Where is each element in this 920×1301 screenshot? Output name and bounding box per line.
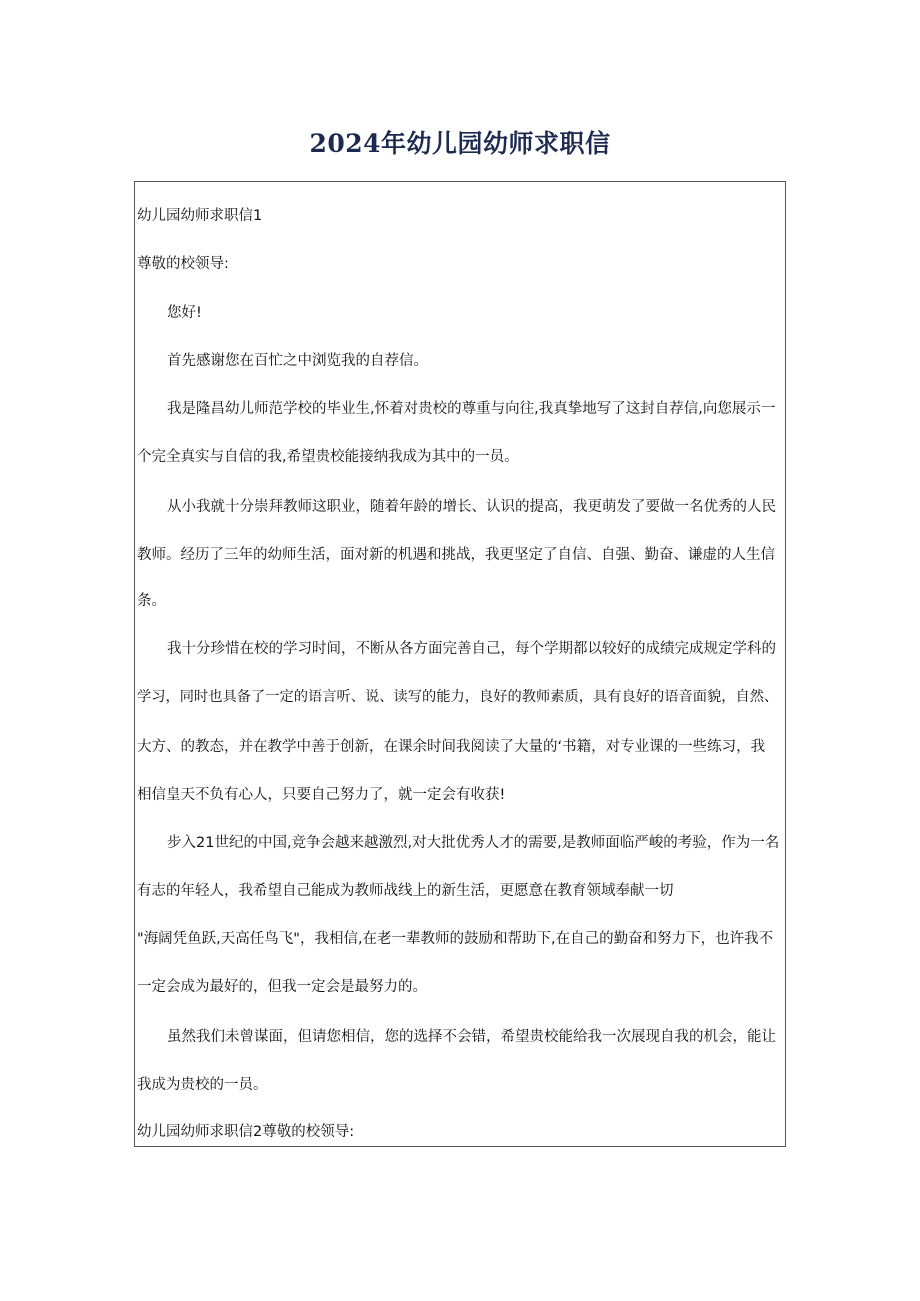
paragraph-line: 从小我就十分崇拜教师这职业，随着年龄的增长、认识的提高，我更萌发了要做一名优秀的人民 [167,499,776,515]
greeting: 您好! [167,305,202,321]
paragraph-line: 我成为贵校的一员。 [137,1077,268,1093]
letter-heading-2: 幼儿园幼师求职信2尊敬的校领导: [137,1124,355,1140]
paragraph-line: 步入21世纪的中国,竞争会越来越激烈,对大批优秀人才的需要,是教师面临严峻的考验，作为一名 [167,835,780,851]
paragraph-line: 我十分珍惜在校的学习时间，不断从各方面完善自己，每个学期都以较好的成绩完成规定学科的 [167,641,776,657]
paragraph-line: 教师。经历了三年的幼师生活，面对新的机遇和挑战，我更坚定了自信、自强、勤奋、谦虚的人生信 [137,547,775,563]
paragraph-line: 相信皇天不负有心人，只要自己努力了，就一定会有收获! [137,787,506,803]
paragraph-line: 学习，同时也具备了一定的语言听、说、读写的能力，良好的教师素质，具有良好的语音面貌，自然、 [137,689,779,705]
paragraph-line: 我是隆昌幼儿师范学校的毕业生,怀着对贵校的尊重与向往,我真挚地写了这封自荐信,向您展示一 [167,401,776,417]
salutation: 尊敬的校领导: [137,256,229,272]
paragraph-line: 个完全真实与自信的我,希望贵校能接纳我成为其中的一员。 [137,449,519,465]
paragraph-line: 有志的年轻人，我希望自己能成为教师战线上的新生活，更愿意在教育领域奉献一切 [137,883,674,899]
paragraph-line: "海阔凭鱼跃,天高任鸟飞"，我相信,在老一辈教师的鼓励和帮助下,在自己的勤奋和努力下，也许我不 [137,931,774,947]
paragraph-line: 一定会成为最好的，但我一定会是最努力的。 [137,979,427,995]
paragraph-line: 虽然我们未曾谋面，但请您相信，您的选择不会错，希望贵校能给我一次展现自我的机会，能让 [167,1029,776,1045]
paragraph-line: 大方、的教态，并在教学中善于创新，在课余时间我阅读了大量的‘书籍，对专业课的一些练习，我 [137,739,766,755]
paragraph-line: 条。 [137,593,166,609]
letter-heading: 幼儿园幼师求职信1 [137,208,263,224]
letter-body [134,181,786,1147]
page-title: 2024年幼儿园幼师求职信 [309,129,611,158]
paragraph-line: 首先感谢您在百忙之中浏览我的自荐信。 [167,353,428,369]
